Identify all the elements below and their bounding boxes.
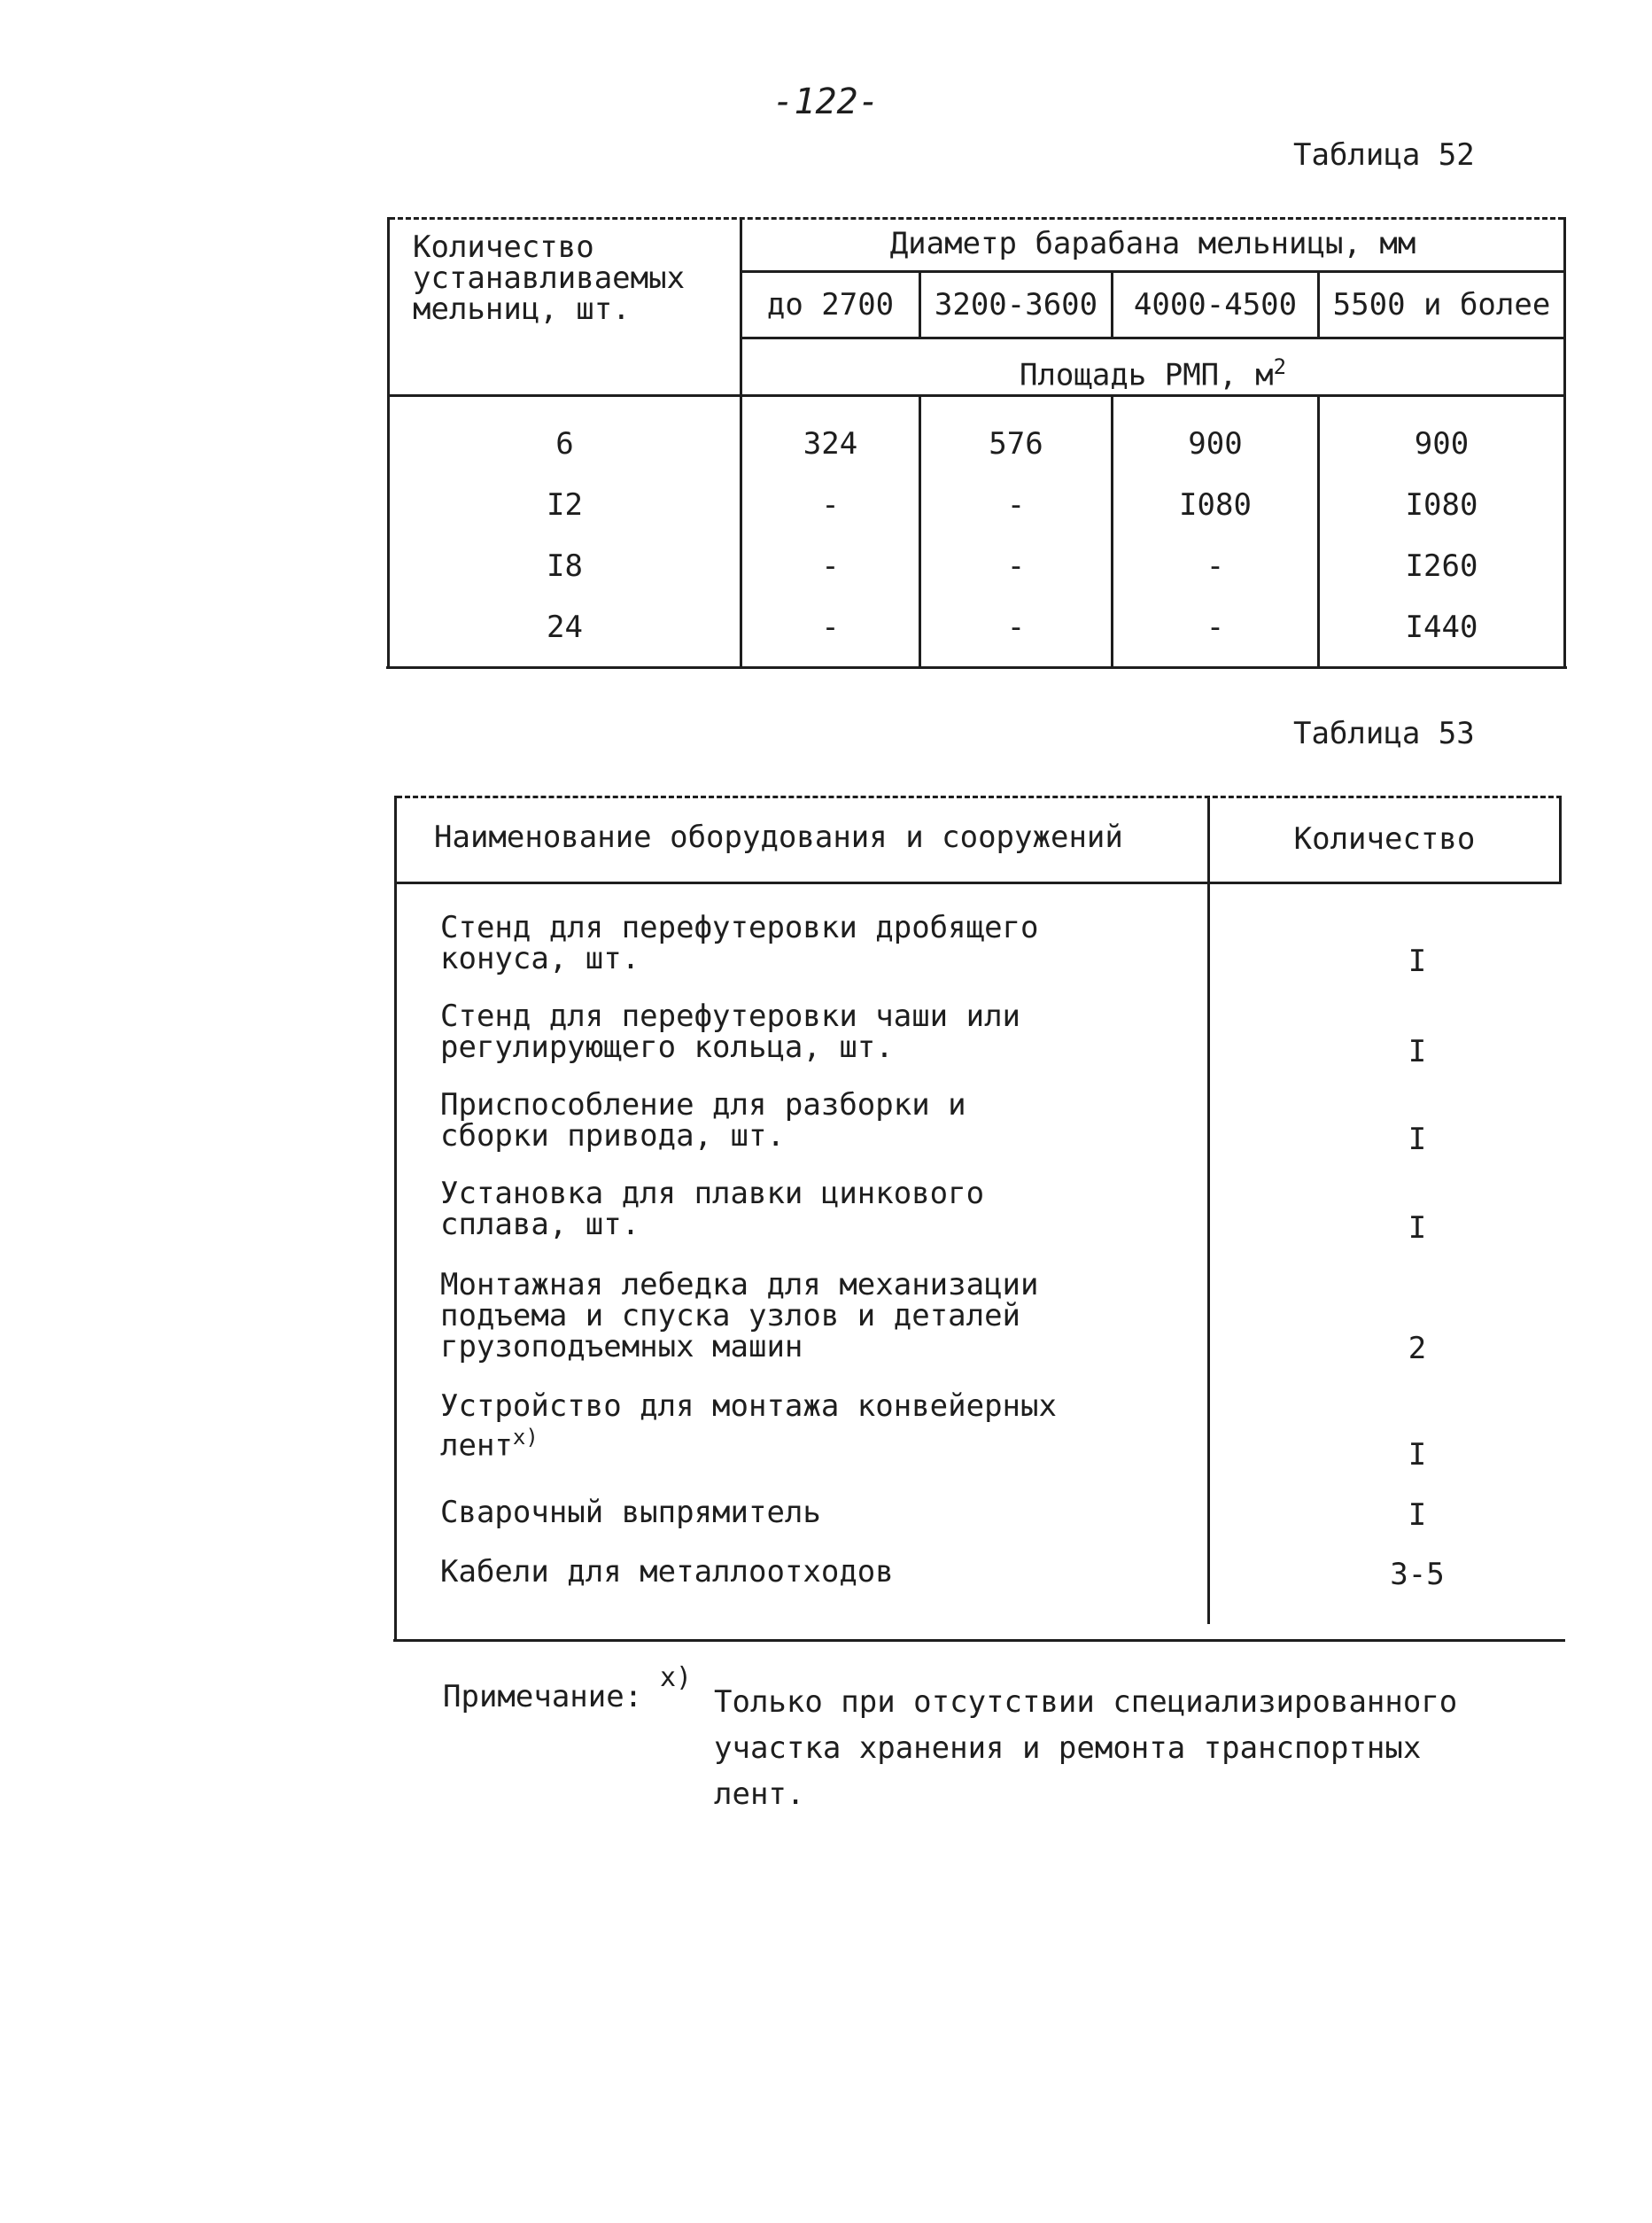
table-52-cell: - bbox=[821, 610, 840, 645]
table-52-group-rule bbox=[742, 270, 1563, 273]
table-53-item-qty: I bbox=[1408, 1210, 1427, 1246]
table-52-count: 6 bbox=[555, 426, 574, 462]
table-52-cell: I260 bbox=[1405, 548, 1478, 584]
table-53-top-rule bbox=[397, 796, 1562, 798]
table-52-cell: - bbox=[1206, 610, 1225, 645]
table-52-group-header: Диаметр барабана мельницы, мм bbox=[889, 226, 1416, 261]
table-52-top-rule bbox=[390, 217, 1563, 220]
table-53-item-name bbox=[440, 1388, 1057, 1464]
table-52-subheader bbox=[742, 352, 1563, 391]
table-52-bottom-rule bbox=[386, 666, 1567, 669]
table-53-right-border bbox=[1559, 796, 1562, 882]
table-53-caption: Таблица 53 bbox=[1293, 716, 1475, 751]
table-53-item-qty: 3-5 bbox=[1390, 1557, 1445, 1592]
table-52-cell: 324 bbox=[803, 426, 858, 462]
table-53-item-qty: 2 bbox=[1408, 1331, 1427, 1366]
table-52-cell: - bbox=[1006, 610, 1026, 645]
table-53-item-name: Приспособление для разборки и сборки привода, шт. bbox=[440, 1087, 966, 1154]
table-53-left-border bbox=[394, 796, 397, 1642]
table-52-cell: I080 bbox=[1405, 487, 1478, 523]
page-number: -122- bbox=[772, 82, 880, 122]
table-53-divider bbox=[1207, 796, 1210, 1624]
table-53-header-name: Наименование оборудования и сооружений bbox=[434, 820, 1123, 855]
table-53-item-name: Установка для плавки цинкового сплава, шт. bbox=[440, 1176, 985, 1242]
table-53-item-name: Кабели для металлоотходов bbox=[440, 1554, 894, 1590]
table-53-item-name: Монтажная лебедка для механизации подъема и спуска узлов и деталей грузоподъемных машин bbox=[440, 1267, 1039, 1364]
table-52-cell: - bbox=[821, 548, 840, 584]
table-52-count: I2 bbox=[547, 487, 583, 523]
table-53-item-name: Стенд для перефутеровки дробящего конуса, шт. bbox=[440, 910, 1039, 976]
table-52-caption: Таблица 52 bbox=[1293, 137, 1475, 173]
table-52-subheader-text: Площадь РМП, м bbox=[1019, 357, 1274, 393]
table-52-col-1: до 2700 bbox=[766, 287, 895, 323]
table-53-bottom-rule bbox=[393, 1639, 1565, 1642]
table-53-header-qty: Количество bbox=[1293, 821, 1476, 857]
table-52-col-3: 4000-4500 bbox=[1133, 287, 1298, 323]
table-53-item-name: Сварочный выпрямитель bbox=[440, 1495, 821, 1530]
table-53-item-name-text: Устройство для монтажа конвейерных лент bbox=[440, 1388, 1057, 1464]
table-52-col-4: 5500 и более bbox=[1332, 287, 1551, 323]
note-label: Примечание: bbox=[443, 1679, 643, 1714]
table-52-col-2: 3200-3600 bbox=[934, 287, 1098, 323]
table-52-cell: - bbox=[821, 487, 840, 523]
table-52-right-border bbox=[1563, 217, 1566, 669]
table-52-header-rule bbox=[390, 394, 1563, 397]
table-53-item-qty: I bbox=[1408, 1497, 1427, 1533]
table-53-header-rule bbox=[397, 882, 1562, 884]
table-52-count: I8 bbox=[547, 548, 583, 584]
table-52-columns-rule bbox=[742, 337, 1563, 339]
table-52-cell: - bbox=[1006, 487, 1026, 523]
table-52-cell: 576 bbox=[989, 426, 1043, 462]
table-52-subheader-sup: 2 bbox=[1273, 354, 1287, 379]
table-53-item-qty: I bbox=[1408, 944, 1427, 979]
table-52-cell: - bbox=[1206, 548, 1225, 584]
table-53-item-qty: I bbox=[1408, 1437, 1427, 1473]
table-52-row-header: Количество устанавливаемых мельниц, шт. bbox=[413, 229, 686, 327]
table-52-count: 24 bbox=[547, 610, 583, 645]
note-text: Только при отсутствии специализированного участка хранения и ремонта транспортных лент. bbox=[714, 1684, 1458, 1812]
table-52-cell: - bbox=[1006, 548, 1026, 584]
table-52-cell: 900 bbox=[1414, 426, 1470, 462]
note-marker: x) bbox=[660, 1662, 693, 1693]
table-52-cell: I440 bbox=[1405, 610, 1478, 645]
table-53-item-qty: I bbox=[1408, 1122, 1427, 1157]
table-52-cell: 900 bbox=[1188, 426, 1243, 462]
table-53-item-qty: I bbox=[1408, 1034, 1427, 1069]
table-52-cell: I080 bbox=[1179, 487, 1252, 523]
table-53-item-name: Стенд для перефутеровки чаши или регулирующего кольца, шт. bbox=[440, 999, 1021, 1065]
footnote-marker: x) bbox=[512, 1425, 539, 1450]
